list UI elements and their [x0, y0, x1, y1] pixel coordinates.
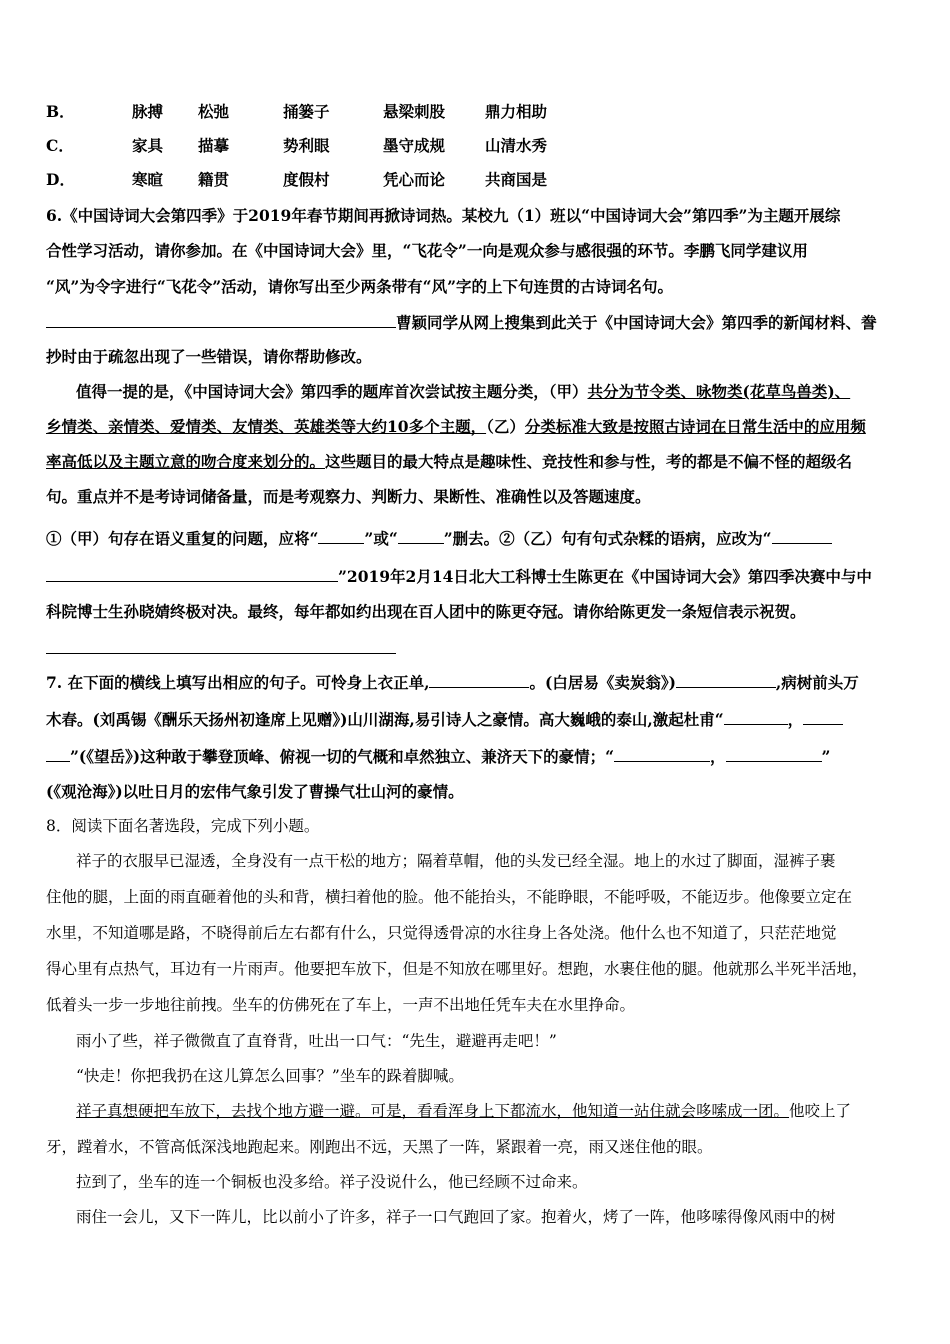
q6-line-1: 6.《中国诗词大会第四季》于2019年春节期间再掀诗词热。某校九（1）班以“中国诗词大会”第四季”为主题开展综	[46, 206, 841, 225]
answer-blank[interactable]	[803, 708, 843, 725]
answer-blank[interactable]	[676, 671, 776, 688]
answer-blank[interactable]	[46, 565, 338, 582]
passage-line: 得心里有点热气，耳边有一片雨声。他要把车放下，但是不知放在哪里好。想跑，水裹住他的腿。他就那么半死半活地，	[46, 960, 868, 978]
passage-line: “快走！你把我扔在这儿算怎么回事？”坐车的跺着脚喊。	[76, 1067, 464, 1085]
answer-blank[interactable]	[318, 527, 364, 544]
news-para-line-3: 率高低以及主题立意的吻合度来划分的。这些题目的最大特点是趣味性、竞技性和参与性，考的都是不偏不怪的超级名	[46, 452, 853, 471]
q6-sub-line-1: ①（甲）句存在语义重复的问题，应将“ ”或“ ”删去。②（乙）句有句式杂糅的语病，应改为“	[46, 527, 832, 550]
passage-line: 拉到了，坐车的连一个铜板也没多给。祥子没说什么，他已经顾不过命来。	[76, 1173, 588, 1191]
news-para-line-1: 值得一提的是，《中国诗词大会》第四季的题库首次尝试按主题分类，（甲）共分为节令类、咏物类(花草鸟兽类)、	[76, 382, 851, 401]
passage-line: 水里，不知道哪是路，不晓得前后左右都有什么，只觉得透骨凉的水往身上各处浇。他什么也不知道了，只茫茫地觉	[46, 924, 837, 942]
answer-blank[interactable]	[724, 708, 788, 725]
answer-blank[interactable]	[429, 671, 529, 688]
q6-sub-line-3: 科院博士生孙晓婧终极对决。最终，每年都如约出现在百人团中的陈更夺冠。请你给陈更发一条短信表示祝贺。	[46, 602, 806, 621]
passage-line: 祥子真想硬把车放下，去找个地方避一避。可是，看看浑身上下都流水，他知道一站住就会哆嗦成一团。他咬上了	[76, 1102, 852, 1120]
option-c: C． 家具 描摹 势利眼 墨守成规 山清水秀	[46, 136, 548, 155]
q7-line-3: ”(《望岳》)这种敢于攀登顶峰、俯视一切的气概和卓然独立、兼济天下的豪情；“ ， ”	[46, 745, 830, 768]
passage-line: 低着头一步一步地往前拽。坐车的仿佛死在了车上，一声不出地任凭车夫在水里挣命。	[46, 996, 636, 1014]
answer-blank[interactable]	[398, 527, 444, 544]
answer-blank[interactable]	[772, 527, 832, 544]
answer-blank[interactable]	[614, 745, 710, 762]
q6-line-5: 抄时由于疏忽出现了一些错误，请你帮助修改。	[46, 347, 372, 366]
passage-line: 住他的腿，上面的雨直砸着他的头和背，横扫着他的脸。他不能抬头，不能睁眼，不能呼吸，不能迈步。他像要立定在	[46, 888, 853, 906]
passage-line: 雨住一会儿，又下一阵儿，比以前小了许多，祥子一口气跑回了家。抱着火，烤了一阵，他哆嗦得像风雨中的树	[76, 1208, 836, 1226]
option-d: D． 寒暄 籍贯 度假村 凭心而论 共商国是	[46, 170, 548, 189]
passage-line: 祥子的衣服早已湿透，全身没有一点干松的地方；隔着草帽，他的头发已经全湿。地上的水过了脚面，湿裤子裹	[76, 852, 836, 870]
q7-line-1: 7. 在下面的横线上填写出相应的句子。可怜身上衣正单, 。(白居易《卖炭翁》) ,病树前头万	[46, 673, 859, 692]
q6-line-4: 曹颖同学从网上搜集到此关于《中国诗词大会》第四季的新闻材料、誊	[46, 311, 877, 334]
q7-line-2: 木春。(刘禹锡《酬乐天扬州初逢席上见赠》)山川湖海,易引诗人之豪情。高大巍峨的泰山,激起杜甫“ ，	[46, 708, 843, 731]
answer-blank[interactable]	[46, 311, 396, 328]
answer-blank[interactable]	[46, 637, 396, 654]
q6-line-3: “风”为令字进行“飞花令”活动，请你写出至少两条带有“风”字的上下句连贯的古诗词名句。	[46, 277, 673, 296]
news-para-line-2: 乡情类、亲情类、爱情类、友情类、英雄类等大约10多个主题，（乙）分类标准大致是按照古诗词在日常生活中的应用频	[46, 417, 866, 436]
q8-title: 8．阅读下面名著选段，完成下列小题。	[46, 817, 320, 835]
q6-sub-line-2: ”2019年2月14日北大工科博士生陈更在《中国诗词大会》第四季决赛中与中	[46, 565, 872, 588]
q7-line-4: (《观沧海》)以吐日月的宏伟气象引发了曹操气壮山河的豪情。	[46, 782, 464, 801]
answer-blank[interactable]	[46, 745, 70, 762]
news-para-line-4: 句。重点并不是考诗词储备量，而是考观察力、判断力、果断性、准确性以及答题速度。	[46, 487, 651, 506]
q6-sub-line-4	[46, 637, 396, 660]
passage-line: 牙，蹚着水，不管高低深浅地跑起来。刚跑出不远，天黑了一阵，紧跟着一亮，雨又迷住他的眼。	[46, 1138, 713, 1156]
passage-line: 雨小了些，祥子微微直了直脊背，吐出一口气：“先生，避避再走吧！”	[76, 1032, 557, 1050]
option-b: B． 脉搏 松弛 捅篓子 悬梁刺股 鼎力相助	[46, 102, 548, 121]
q6-line-2: 合性学习活动，请你参加。在《中国诗词大会》里，“飞花令”一向是观众参与感很强的环节。李鹏飞同学建议用	[46, 241, 808, 260]
answer-blank[interactable]	[726, 745, 822, 762]
